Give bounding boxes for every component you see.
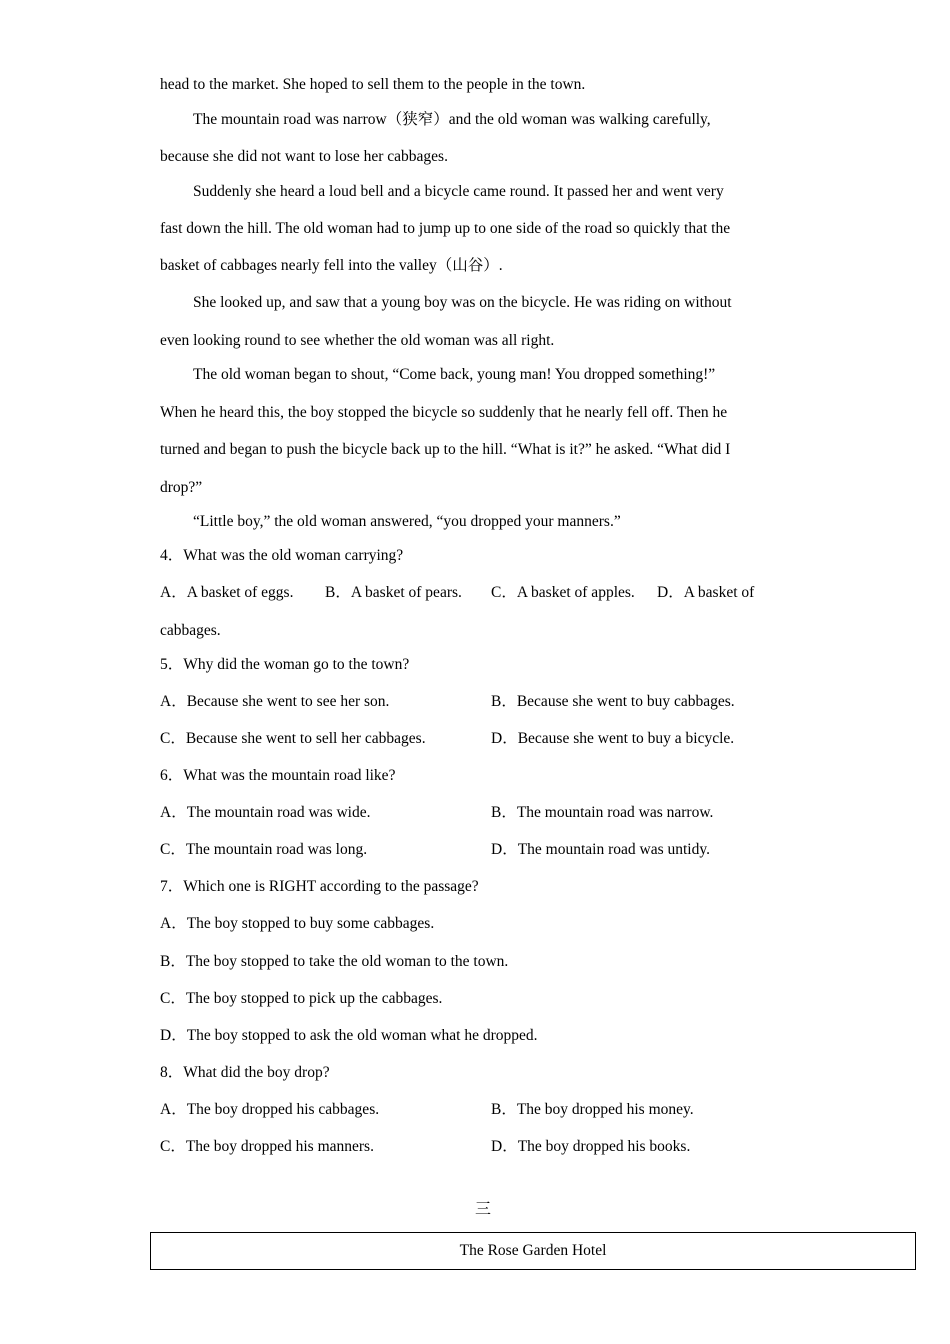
question-4-stem: 4．What was the old woman carrying? (160, 547, 404, 564)
question-5-stem: 5．Why did the woman go to the town? (160, 656, 410, 673)
question-5-option-b: B．Because she went to buy cabbages. (491, 693, 735, 710)
question-7-option-a: A．The boy stopped to buy some cabbages. (160, 915, 435, 932)
passage-line: The old woman began to shout, “Come back, young man! You dropped something!” (193, 366, 716, 383)
question-5-option-c: C．Because she went to sell her cabbages. (160, 730, 426, 747)
question-8-option-d: D．The boy dropped his books. (491, 1138, 691, 1155)
passage-line: When he heard this, the boy stopped the bicycle so suddenly that he nearly fell off. Then he (160, 404, 728, 421)
section-marker: 三 (475, 1201, 492, 1218)
passage-line: basket of cabbages nearly fell into the valley（山谷）. (160, 257, 503, 274)
question-4-option-c: C．A basket of apples. (491, 584, 635, 601)
passage-line: She looked up, and saw that a young boy was on the bicycle. He was riding on without (193, 294, 732, 311)
passage-line: The mountain road was narrow（狭窄）and the old woman was walking carefully, (193, 111, 711, 128)
passage-line: fast down the hill. The old woman had to jump up to one side of the road so quickly that the (160, 220, 731, 237)
question-8-option-a: A．The boy dropped his cabbages. (160, 1101, 380, 1118)
passage-title: The Rose Garden Hotel (459, 1242, 607, 1259)
question-4-option-b: B．A basket of pears. (325, 584, 462, 601)
passage-line: drop?” (160, 479, 203, 496)
question-7-option-b: B．The boy stopped to take the old woman to the town. (160, 953, 509, 970)
question-6-option-b: B．The mountain road was narrow. (491, 804, 714, 821)
passage-line: even looking round to see whether the old woman was all right. (160, 332, 555, 349)
passage-line: Suddenly she heard a loud bell and a bicycle came round. It passed her and went very (193, 183, 724, 200)
question-5-option-a: A．Because she went to see her son. (160, 693, 390, 710)
passage-line: “Little boy,” the old woman answered, “you dropped your manners.” (193, 513, 621, 530)
question-8-option-b: B．The boy dropped his money. (491, 1101, 694, 1118)
passage-line: head to the market. She hoped to sell them to the people in the town. (160, 76, 586, 93)
question-6-option-d: D．The mountain road was untidy. (491, 841, 710, 858)
question-7-option-c: C．The boy stopped to pick up the cabbages. (160, 990, 443, 1007)
question-5-option-d: D．Because she went to buy a bicycle. (491, 730, 735, 747)
question-6-option-a: A．The mountain road was wide. (160, 804, 371, 821)
question-7-stem: 7．Which one is RIGHT according to the passage? (160, 878, 479, 895)
question-4-option-a: A．A basket of eggs. (160, 584, 294, 601)
passage-line: because she did not want to lose her cabbages. (160, 148, 448, 165)
question-8-option-c: C．The boy dropped his manners. (160, 1138, 374, 1155)
passage-title-box (150, 1232, 916, 1270)
question-4-option-d: D．A basket of (657, 584, 755, 601)
question-8-stem: 8．What did the boy drop? (160, 1064, 330, 1081)
question-7-option-d: D．The boy stopped to ask the old woman what he dropped. (160, 1027, 538, 1044)
question-6-option-c: C．The mountain road was long. (160, 841, 368, 858)
question-4-option-d-continued: cabbages. (160, 622, 221, 639)
passage-line: turned and began to push the bicycle back up to the hill. “What is it?” he asked. “What did I (160, 441, 731, 458)
question-6-stem: 6．What was the mountain road like? (160, 767, 396, 784)
